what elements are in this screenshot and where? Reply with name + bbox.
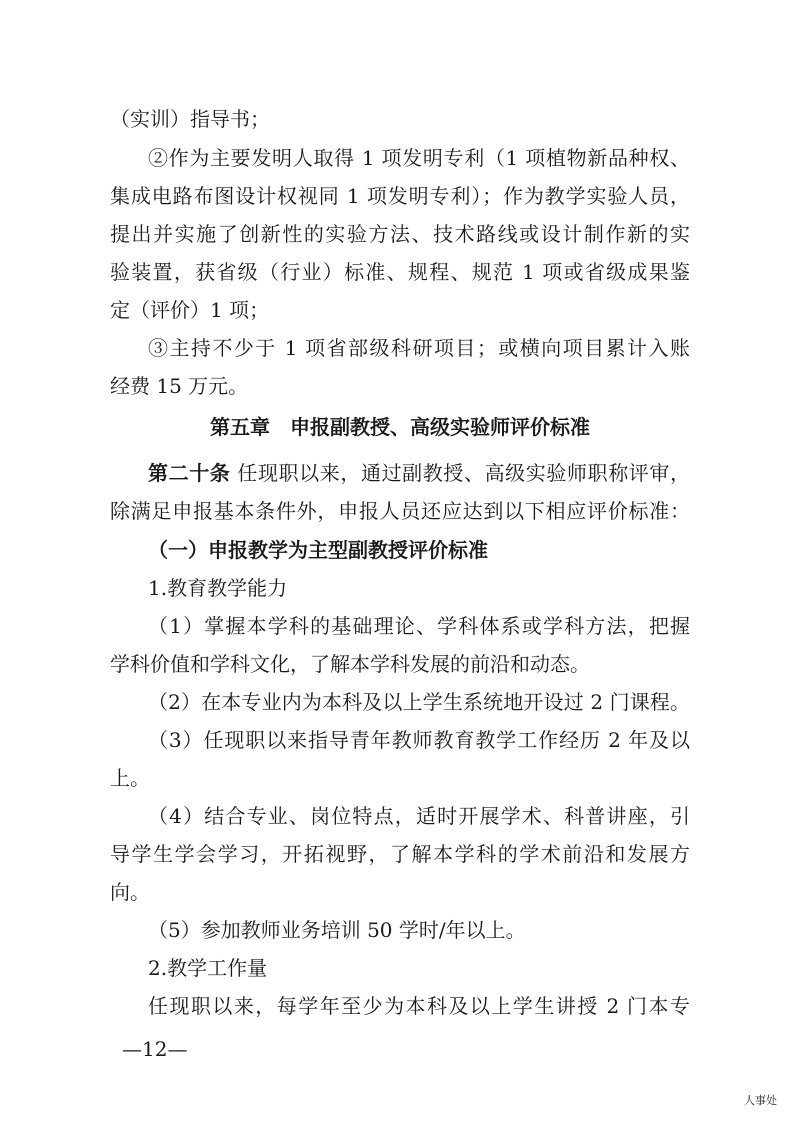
text-line: 导学生学会学习，开拓视野，了解本学科的学术前沿和发展方 bbox=[110, 842, 690, 866]
text-line: ②作为主要发明人取得 1 项发明专利（1 项植物新品种权、 bbox=[148, 146, 690, 170]
text-line: 经费 15 万元。 bbox=[110, 374, 249, 398]
chapter-heading: 第五章 申报副教授、高级实验师评价标准 bbox=[210, 415, 590, 439]
text-line: ③主持不少于 1 项省部级科研项目；或横向项目累计入账 bbox=[148, 336, 690, 360]
text-line: 验装置，获省级（行业）标准、规程、规范 1 项或省级成果鉴 bbox=[110, 260, 690, 284]
article-first-line bbox=[148, 460, 690, 486]
text-line: （3）任现职以来指导青年教师教育教学工作经历 2 年及以 bbox=[148, 728, 690, 752]
page-number: —12— bbox=[122, 1037, 188, 1061]
text-line: （实训）指导书； bbox=[110, 107, 270, 131]
text-line: 1.教育教学能力 bbox=[148, 576, 288, 600]
text-line: 定（评价）1 项； bbox=[110, 298, 270, 322]
text-line: （1）掌握本学科的基础理论、学科体系或学科方法，把握 bbox=[148, 614, 690, 638]
text-line: 集成电路布图设计权视同 1 项发明专利）；作为教学实验人员， bbox=[110, 184, 690, 208]
article-number: 第二十条 bbox=[148, 461, 231, 485]
text-line: 提出并实施了创新性的实验方法、技术路线或设计制作新的实 bbox=[110, 222, 690, 246]
article-text: 任现职以来，通过副教授、高级实验师职称评审， bbox=[230, 461, 690, 485]
text-line: （4）结合专业、岗位特点，适时开展学术、科普讲座，引 bbox=[148, 804, 690, 828]
text-line: 向。 bbox=[110, 880, 150, 904]
text-line: （2）在本专业内为本科及以上学生系统地开设过 2 门课程。 bbox=[148, 690, 690, 714]
text-line: 上。 bbox=[110, 766, 150, 790]
text-line: 任现职以来，每学年至少为本科及以上学生讲授 2 门本专 bbox=[148, 994, 690, 1018]
text-line: 学科价值和学科文化，了解本学科发展的前沿和动态。 bbox=[110, 652, 590, 676]
section-heading: （一）申报教学为主型副教授评价标准 bbox=[148, 538, 488, 562]
department-label: 人事处 bbox=[744, 1094, 777, 1107]
text-line: 2.教学工作量 bbox=[148, 956, 268, 980]
text-line: （5）参加教师业务培训 50 学时/年以上。 bbox=[148, 918, 526, 942]
text-line: 除满足申报基本条件外，申报人员还应达到以下相应评价标准： bbox=[110, 499, 690, 523]
